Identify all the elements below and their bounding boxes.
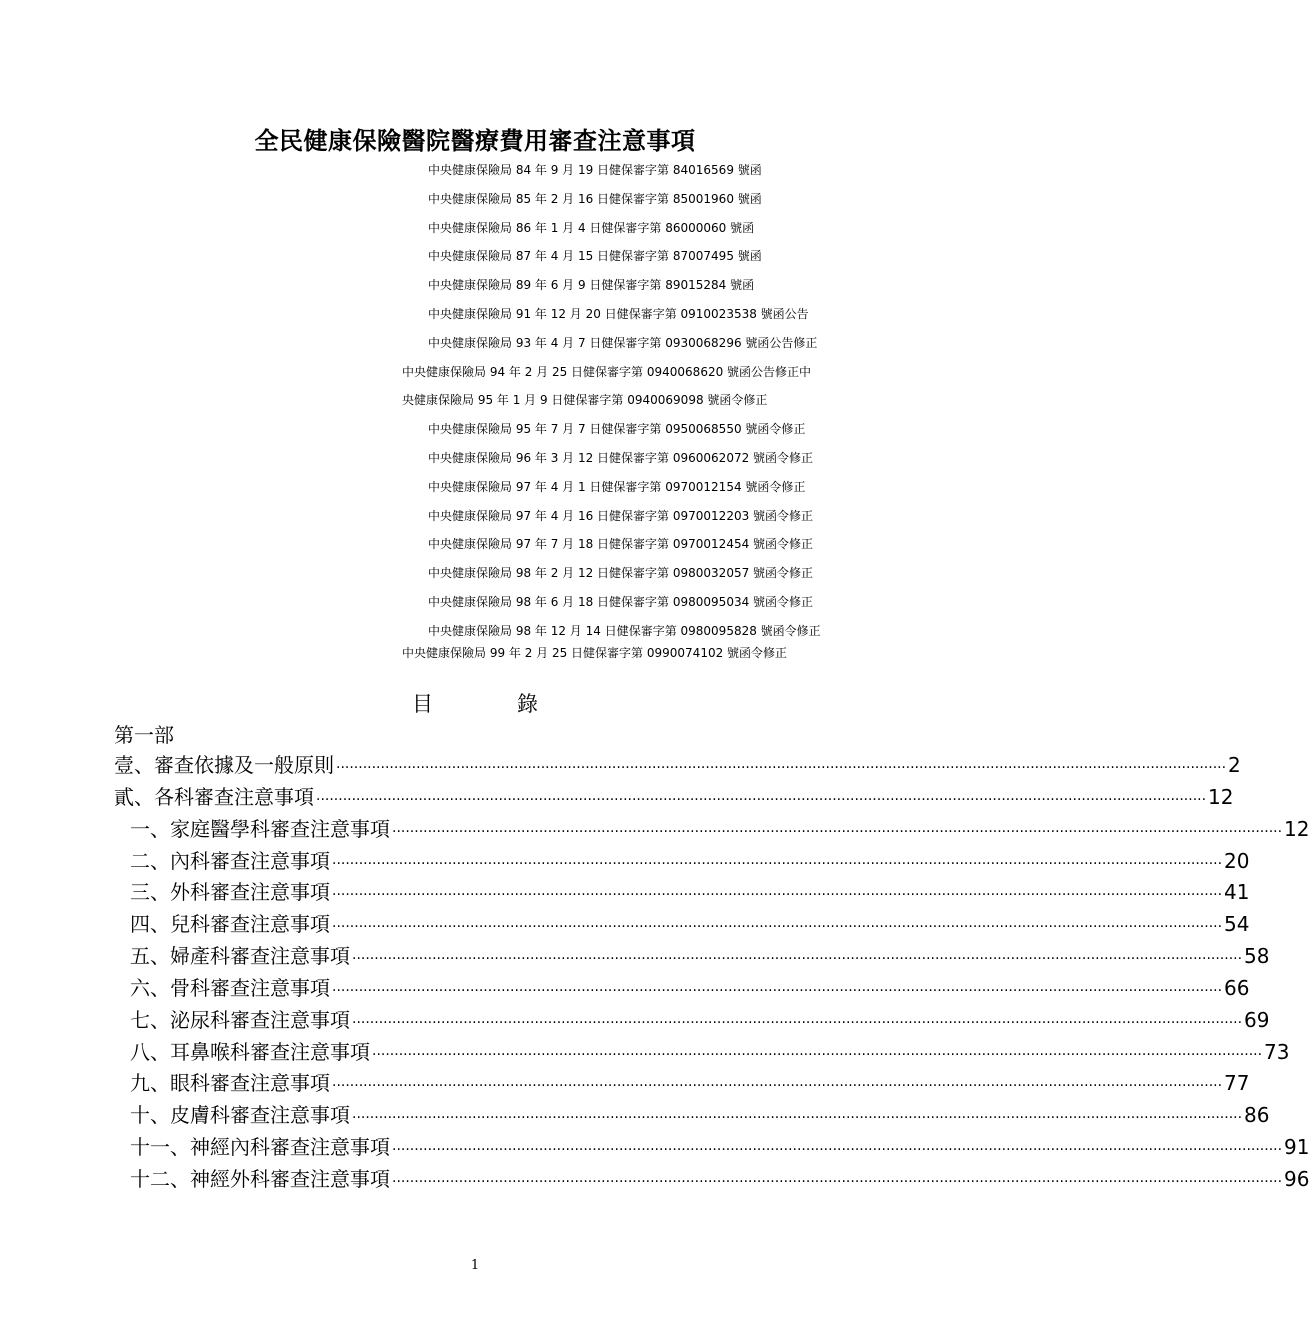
toc-leader-dots: ········································································································································································································ bbox=[332, 983, 1223, 999]
toc-heading bbox=[0, 688, 950, 718]
toc-leader-dots: ········································································································································································································ bbox=[332, 1078, 1223, 1094]
toc-entry-label: 四、兒科審查注意事項 bbox=[130, 912, 330, 936]
amendment-line: 中央健康保險局 97 年 4 月 16 日健保審字第 0970012203 號函令修正 bbox=[428, 509, 814, 523]
toc-entry[interactable] bbox=[130, 1037, 1290, 1067]
toc-entry[interactable] bbox=[130, 814, 1310, 844]
amendment-line: 中央健康保險局 84 年 9 月 19 日健保審字第 84016569 號函 bbox=[428, 163, 762, 177]
toc-entry-label: 七、泌尿科審查注意事項 bbox=[130, 1008, 350, 1032]
amendment-line: 央健康保險局 95 年 1 月 9 日健保審字第 0940069098 號函令修正 bbox=[402, 393, 768, 407]
toc-entry[interactable] bbox=[114, 782, 1234, 812]
toc-leader-dots: ········································································································································································································ bbox=[332, 919, 1223, 935]
toc-leader-dots: ········································································································································································································ bbox=[332, 887, 1223, 903]
toc-entry[interactable] bbox=[130, 846, 1250, 876]
toc-leader-dots: ········································································································································································································ bbox=[352, 951, 1243, 967]
toc-leader-dots: ········································································································································································································ bbox=[392, 1174, 1283, 1190]
toc-entry-page: 77 bbox=[1224, 1071, 1250, 1095]
toc-entry-page: 86 bbox=[1244, 1103, 1270, 1127]
toc-leader-dots: ········································································································································································································ bbox=[392, 1142, 1283, 1158]
toc-heading-char: 錄 bbox=[517, 692, 538, 716]
amendment-line: 中央健康保險局 93 年 4 月 7 日健保審字第 0930068296 號函公告修正 bbox=[428, 336, 818, 350]
amendment-line: 中央健康保險局 95 年 7 月 7 日健保審字第 0950068550 號函令修正 bbox=[428, 422, 806, 436]
toc-entry[interactable] bbox=[130, 909, 1250, 939]
toc-entry-label: 八、耳鼻喉科審查注意事項 bbox=[130, 1040, 370, 1064]
toc-entry[interactable] bbox=[130, 1100, 1270, 1130]
toc-entry[interactable] bbox=[130, 877, 1250, 907]
toc-entry-label: 貳、各科審查注意事項 bbox=[114, 785, 314, 809]
amendment-line: 中央健康保險局 98 年 12 月 14 日健保審字第 0980095828 號函令修正 bbox=[428, 624, 821, 638]
toc-entry-page: 96 bbox=[1284, 1167, 1310, 1191]
toc-entry-label: 十、皮膚科審查注意事項 bbox=[130, 1103, 350, 1127]
amendment-line: 中央健康保險局 98 年 2 月 12 日健保審字第 0980032057 號函令修正 bbox=[428, 566, 814, 580]
toc-entry-page: 91 bbox=[1284, 1135, 1310, 1159]
amendment-line: 中央健康保險局 91 年 12 月 20 日健保審字第 0910023538 號函公告 bbox=[428, 307, 809, 321]
amendment-line: 中央健康保險局 97 年 4 月 1 日健保審字第 0970012154 號函令修正 bbox=[428, 480, 806, 494]
toc-entry-page: 54 bbox=[1224, 912, 1250, 936]
toc-heading-char: 目 bbox=[412, 692, 433, 716]
toc-leader-dots: ········································································································································································································ bbox=[316, 792, 1207, 808]
toc-entry-label: 五、婦產科審查注意事項 bbox=[130, 944, 350, 968]
toc-entry[interactable] bbox=[130, 941, 1270, 971]
amendment-line: 中央健康保險局 98 年 6 月 18 日健保審字第 0980095034 號函令修正 bbox=[428, 595, 814, 609]
toc-entry-label: 十一、神經內科審查注意事項 bbox=[130, 1135, 390, 1159]
page-number: 1 bbox=[470, 1258, 480, 1273]
toc-leader-dots: ········································································································································································································ bbox=[352, 1110, 1243, 1126]
toc-entry-page: 12 bbox=[1284, 817, 1310, 841]
part-label: 第一部 bbox=[114, 723, 174, 747]
amendment-line: 中央健康保險局 85 年 2 月 16 日健保審字第 85001960 號函 bbox=[428, 192, 762, 206]
toc-entry-page: 2 bbox=[1228, 753, 1241, 777]
toc-entry-label: 二、內科審查注意事項 bbox=[130, 849, 330, 873]
toc-entry-label: 壹、審查依據及一般原則 bbox=[114, 753, 334, 777]
toc-entry-label: 三、外科審查注意事項 bbox=[130, 880, 330, 904]
toc-entry-page: 73 bbox=[1264, 1040, 1290, 1064]
toc-entry[interactable] bbox=[114, 750, 1241, 780]
toc-leader-dots: ········································································································································································································ bbox=[392, 824, 1283, 840]
document-title: 全民健康保險醫院醫療費用審查注意事項 bbox=[254, 127, 696, 155]
amendment-line: 中央健康保險局 96 年 3 月 12 日健保審字第 0960062072 號函令修正 bbox=[428, 451, 814, 465]
amendment-line: 中央健康保險局 86 年 1 月 4 日健保審字第 86000060 號函 bbox=[428, 221, 755, 235]
toc-leader-dots: ········································································································································································································ bbox=[332, 856, 1223, 872]
toc-entry[interactable] bbox=[130, 1132, 1310, 1162]
toc-entry-page: 69 bbox=[1244, 1008, 1270, 1032]
toc-entry[interactable] bbox=[130, 973, 1250, 1003]
toc-entry-page: 58 bbox=[1244, 944, 1270, 968]
amendment-line: 中央健康保險局 87 年 4 月 15 日健保審字第 87007495 號函 bbox=[428, 249, 762, 263]
toc-entry-page: 20 bbox=[1224, 849, 1250, 873]
amendment-line: 中央健康保險局 99 年 2 月 25 日健保審字第 0990074102 號函令修正 bbox=[402, 646, 788, 660]
toc-entry-label: 六、骨科審查注意事項 bbox=[130, 976, 330, 1000]
amendment-line: 中央健康保險局 97 年 7 月 18 日健保審字第 0970012454 號函令修正 bbox=[428, 537, 814, 551]
toc-entry[interactable] bbox=[130, 1005, 1270, 1035]
amendment-line: 中央健康保險局 94 年 2 月 25 日健保審字第 0940068620 號函公告修正中 bbox=[402, 365, 812, 379]
toc-entry[interactable] bbox=[130, 1164, 1310, 1194]
toc-entry-label: 一、家庭醫學科審查注意事項 bbox=[130, 817, 390, 841]
toc-entry-label: 九、眼科審查注意事項 bbox=[130, 1071, 330, 1095]
toc-entry[interactable] bbox=[130, 1068, 1250, 1098]
toc-leader-dots: ········································································································································································································ bbox=[372, 1047, 1263, 1063]
toc-leader-dots: ········································································································································································································ bbox=[336, 760, 1227, 776]
toc-leader-dots: ········································································································································································································ bbox=[352, 1015, 1243, 1031]
toc-entry-page: 66 bbox=[1224, 976, 1250, 1000]
toc-entry-page: 12 bbox=[1208, 785, 1234, 809]
toc-entry-page: 41 bbox=[1224, 880, 1250, 904]
toc-entry-label: 十二、神經外科審查注意事項 bbox=[130, 1167, 390, 1191]
amendment-line: 中央健康保險局 89 年 6 月 9 日健保審字第 89015284 號函 bbox=[428, 278, 755, 292]
